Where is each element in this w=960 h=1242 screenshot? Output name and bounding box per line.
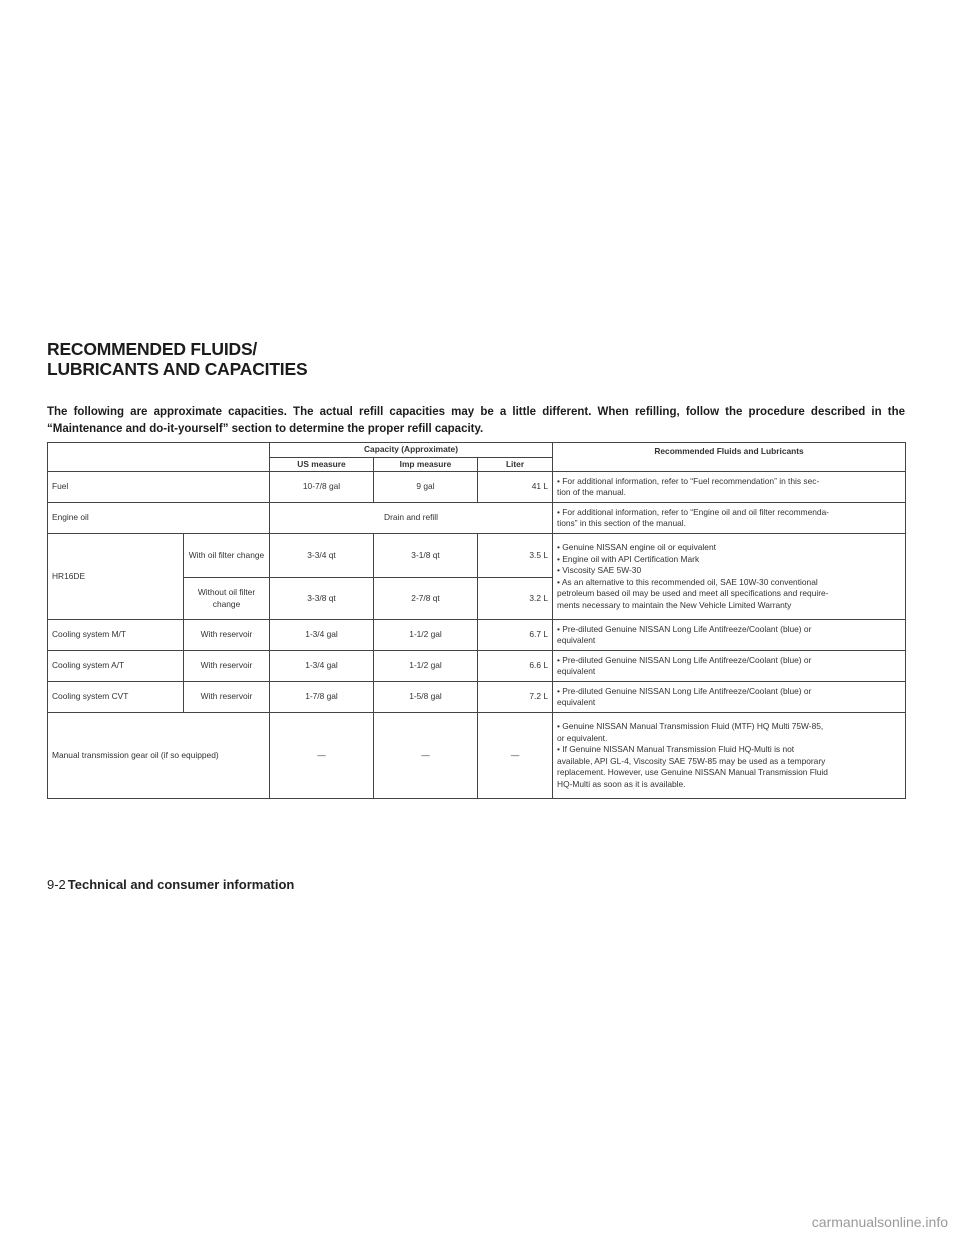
hr16de-with-filter-label: With oil filter change (184, 534, 270, 578)
fluid-line: ments necessary to maintain the New Vehicle Limited Warranty (557, 599, 792, 610)
fluid-line: • Genuine NISSAN engine oil or equivalent (557, 542, 716, 552)
fluid-line: or equivalent. (557, 732, 608, 743)
fluid-line: HQ-Multi as soon as it is available. (557, 778, 686, 789)
table-row (48, 534, 906, 578)
fluid-line: • For additional information, refer to “Engine oil and oil filter recommenda- (557, 506, 830, 517)
cooling-cvt-fluid-notes (553, 682, 906, 713)
row-label-cooling-cvt: Cooling system CVT (48, 682, 184, 713)
capacities-table (47, 442, 906, 799)
row-label-cooling-at: Cooling system A/T (48, 651, 184, 682)
cooling-cvt-us: 1-7/8 gal (270, 682, 374, 713)
header-imp-measure: Imp measure (374, 457, 478, 472)
cooling-at-liter: 6.6 L (478, 651, 553, 682)
fuel-imp: 9 gal (374, 472, 478, 503)
fuel-us: 10-7/8 gal (270, 472, 374, 503)
table-row (48, 472, 906, 503)
row-label-fuel: Fuel (48, 472, 270, 503)
cooling-at-us: 1-3/4 gal (270, 651, 374, 682)
header-capacity: Capacity (Approximate) (270, 443, 553, 458)
cooling-mt-fluid-notes (553, 620, 906, 651)
section-heading-line-1: RECOMMENDED FLUIDS/ (47, 339, 258, 359)
table-row (48, 713, 906, 799)
intro-paragraph: The following are approximate capacities. The actual refill capacities may be a little different. When refilling, follow the procedure described in the “Maintenance and do-it-yourself” section to determine the proper refill capacity. (47, 406, 905, 435)
table-row (48, 503, 906, 534)
fuel-fluid-notes (553, 472, 906, 503)
manual-trans-us: — (270, 713, 374, 799)
fluid-line: • Pre-diluted Genuine NISSAN Long Life Antifreeze/Coolant (blue) or (557, 685, 812, 696)
fluid-line: • Pre-diluted Genuine NISSAN Long Life Antifreeze/Coolant (blue) or (557, 654, 812, 665)
hr16de-without-filter-us: 3-3/8 qt (270, 578, 374, 620)
hr16de-without-filter-imp: 2-7/8 qt (374, 578, 478, 620)
cooling-mt-sub: With reservoir (184, 620, 270, 651)
manual-trans-liter: — (478, 713, 553, 799)
cooling-cvt-liter: 7.2 L (478, 682, 553, 713)
table-header-row (48, 443, 906, 458)
section-heading (47, 339, 307, 379)
row-label-hr16de: HR16DE (48, 534, 184, 620)
fluid-line: • For additional information, refer to “Fuel recommendation” in this sec- (557, 475, 820, 486)
watermark: carmanualsonline.info (811, 1214, 948, 1230)
fluid-line: equivalent (557, 635, 596, 645)
engine-oil-fluid-notes (553, 503, 906, 534)
page-number: 9-2 (47, 877, 66, 892)
hr16de-fluid-notes (553, 534, 906, 620)
section-heading-line-2: LUBRICANTS AND CAPACITIES (47, 359, 308, 379)
cooling-at-fluid-notes (553, 651, 906, 682)
fluid-line: replacement. However, use Genuine NISSAN Manual Transmission Fluid (557, 767, 828, 777)
fluid-line: • Pre-diluted Genuine NISSAN Long Life Antifreeze/Coolant (blue) or (557, 623, 812, 634)
cooling-at-sub: With reservoir (184, 651, 270, 682)
fluid-line: • If Genuine NISSAN Manual Transmission Fluid HQ-Multi is not (557, 744, 795, 754)
table-row (48, 651, 906, 682)
table-row (48, 620, 906, 651)
fluid-line: available, API GL-4, Viscosity SAE 75W-85 may be used as a temporary (557, 755, 826, 766)
hr16de-with-filter-us: 3-3/4 qt (270, 534, 374, 578)
row-label-engine-oil: Engine oil (48, 503, 270, 534)
fluid-line: • Genuine NISSAN Manual Transmission Fluid (MTF) HQ Multi 75W-85, (557, 721, 824, 731)
table-row (48, 682, 906, 713)
fluid-line: petroleum based oil may be used and meet all specifications and require- (557, 588, 829, 598)
hr16de-with-filter-imp: 3-1/8 qt (374, 534, 478, 578)
cooling-mt-liter: 6.7 L (478, 620, 553, 651)
header-liter: Liter (478, 457, 553, 472)
header-us-measure: US measure (270, 457, 374, 472)
cooling-mt-imp: 1-1/2 gal (374, 620, 478, 651)
cooling-cvt-imp: 1-5/8 gal (374, 682, 478, 713)
header-blank-cell (48, 443, 270, 472)
header-recommended-fluids: Recommended Fluids and Lubricants (553, 443, 906, 472)
fluid-line: tions” in this section of the manual. (557, 518, 686, 528)
fluid-line: tion of the manual. (557, 487, 626, 497)
row-label-cooling-mt: Cooling system M/T (48, 620, 184, 651)
hr16de-without-filter-label: Without oil filter change (184, 578, 270, 620)
page-footer (47, 876, 294, 894)
row-label-manual-transmission: Manual transmission gear oil (if so equipped) (48, 713, 270, 799)
fuel-liter: 41 L (478, 472, 553, 503)
fluid-line: • Viscosity SAE 5W-30 (557, 565, 642, 575)
fluid-line: • As an alternative to this recommended oil, SAE 10W-30 conventional (557, 576, 818, 587)
cooling-cvt-sub: With reservoir (184, 682, 270, 713)
manual-trans-imp: — (374, 713, 478, 799)
fluid-line: equivalent (557, 697, 596, 707)
footer-section-title: Technical and consumer information (67, 877, 295, 892)
manual-trans-fluid-notes (553, 713, 906, 799)
hr16de-with-filter-liter: 3.5 L (478, 534, 553, 578)
hr16de-without-filter-liter: 3.2 L (478, 578, 553, 620)
engine-oil-drain-refill: Drain and refill (270, 503, 553, 534)
cooling-at-imp: 1-1/2 gal (374, 651, 478, 682)
fluid-line: • Engine oil with API Certification Mark (557, 553, 700, 564)
cooling-mt-us: 1-3/4 gal (270, 620, 374, 651)
fluid-line: equivalent (557, 666, 596, 676)
